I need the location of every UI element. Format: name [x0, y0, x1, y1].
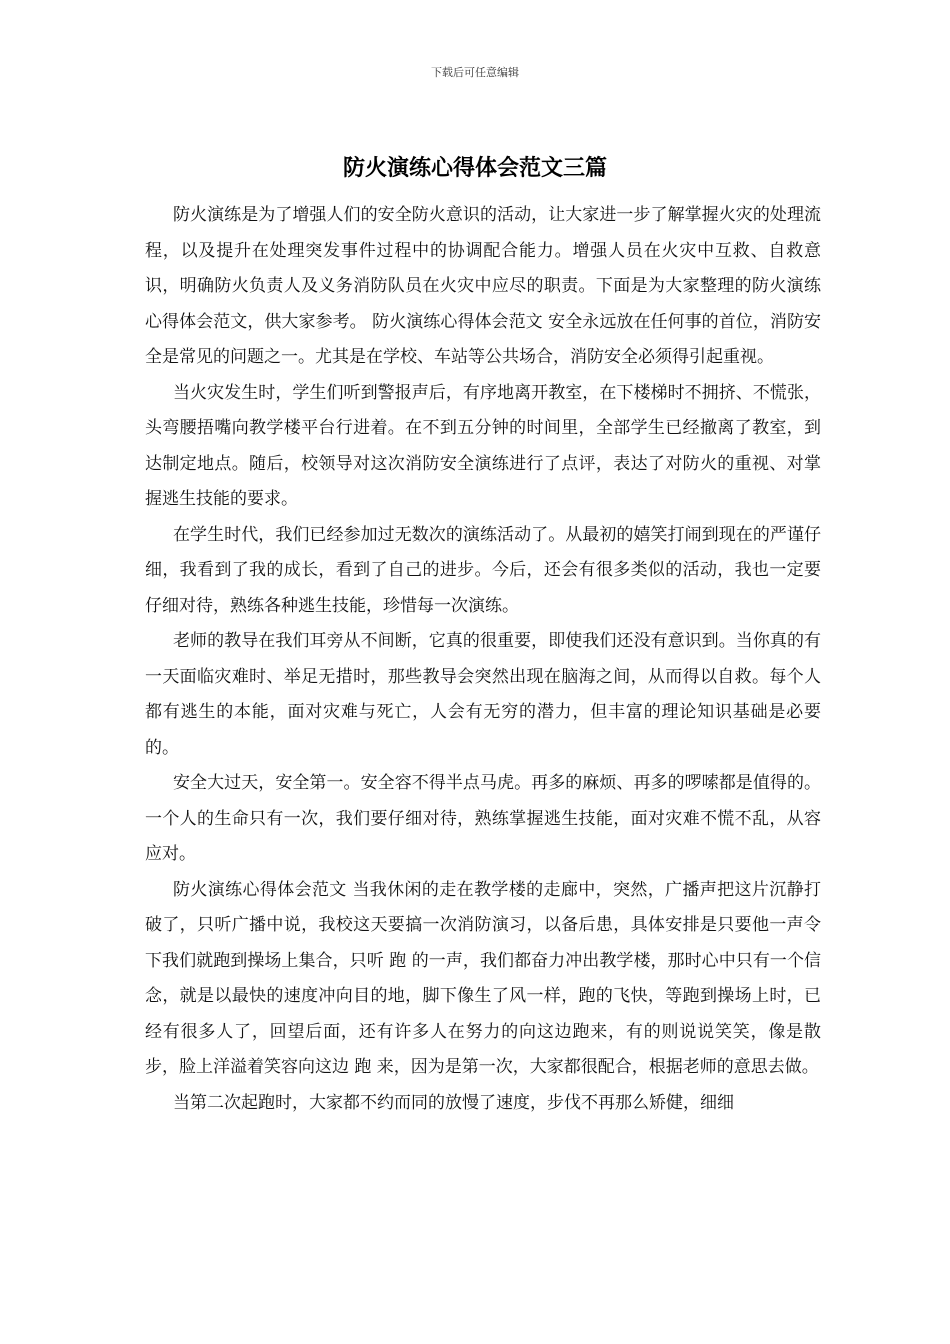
paragraph: 安全大过天，安全第一。安全容不得半点马虎。再多的麻烦、再多的啰嗦都是值得的。一个人的生命只有一次，我们要仔细对待，熟练掌握逃生技能，面对灾难不慌不乱，从容应对。 [145, 773, 821, 864]
header-note: 下载后可任意编辑 [431, 66, 519, 79]
paragraph: 当第二次起跑时，大家都不约而同的放慢了速度，步伐不再那么矫健，细细 [173, 1092, 734, 1113]
paragraph: 在学生时代，我们已经参加过无数次的演练活动了。从最初的嬉笑打闹到现在的严谨仔细，我看到了我的成长，看到了自己的进步。今后，还会有很多类似的活动，我也一定要仔细对待，熟练各种逃生技能，珍惜每一次演练。 [145, 524, 821, 616]
paragraph: 防火演练是为了增强人们的安全防火意识的活动，让大家进一步了解掌握火灾的处理流程，以及提升在处理突发事件过程中的协调配合能力。增强人员在火灾中互救、自救意识，明确防火负责人及义务消防队员在火灾中应尽的职责。下面是为大家整理的防火演练心得体会范文，供大家参考。 防火演练心得体会范文 安全永远放在任何事的首位，消防安全是常见的问题之一。尤其是在学校、车站等公共场合，消防安全必须得引起重视。 [145, 205, 821, 367]
document-title: 防火演练心得体会范文三篇 [342, 155, 607, 181]
paragraph: 防火演练心得体会范文 当我休闲的走在教学楼的走廊中，突然，广播声把这片沉静打破了，只听广播中说，我校这天要搞一次消防演习，以备后患，具体安排是只要他一声令下我们就跑到操场上集合，只听 跑 的一声，我们都奋力冲出教学楼，那时心中只有一个信念，就是以最快的速度冲向目的地，脚下像生了风一样，跑的飞快，等跑到操场上时，已经有很多人了，回望后面，还有许多人在努力的向这边跑来，有的则说说笑笑，像是散步，脸上洋溢着笑容向这边 跑 来，因为是第一次，大家都很配合，根据老师的意思去做。 [145, 879, 821, 1077]
paragraph: 当火灾发生时，学生们听到警报声后，有序地离开教室，在下楼梯时不拥挤、不慌张，头弯腰捂嘴向教学楼平台行进着。在不到五分钟的时间里，全部学生已经撤离了教室，到达制定地点。随后，校领导对这次消防安全演练进行了点评，表达了对防火的重视、对掌握逃生技能的要求。 [145, 382, 821, 509]
paragraph: 老师的教导在我们耳旁从不间断，它真的很重要，即使我们还没有意识到。当你真的有一天面临灾难时、举足无措时，那些教导会突然出现在脑海之间，从而得以自救。每个人都有逃生的本能，面对灾难与死亡，人会有无穷的潜力，但丰富的理论知识基础是必要的。 [145, 631, 821, 758]
document-body [145, 198, 821, 1121]
